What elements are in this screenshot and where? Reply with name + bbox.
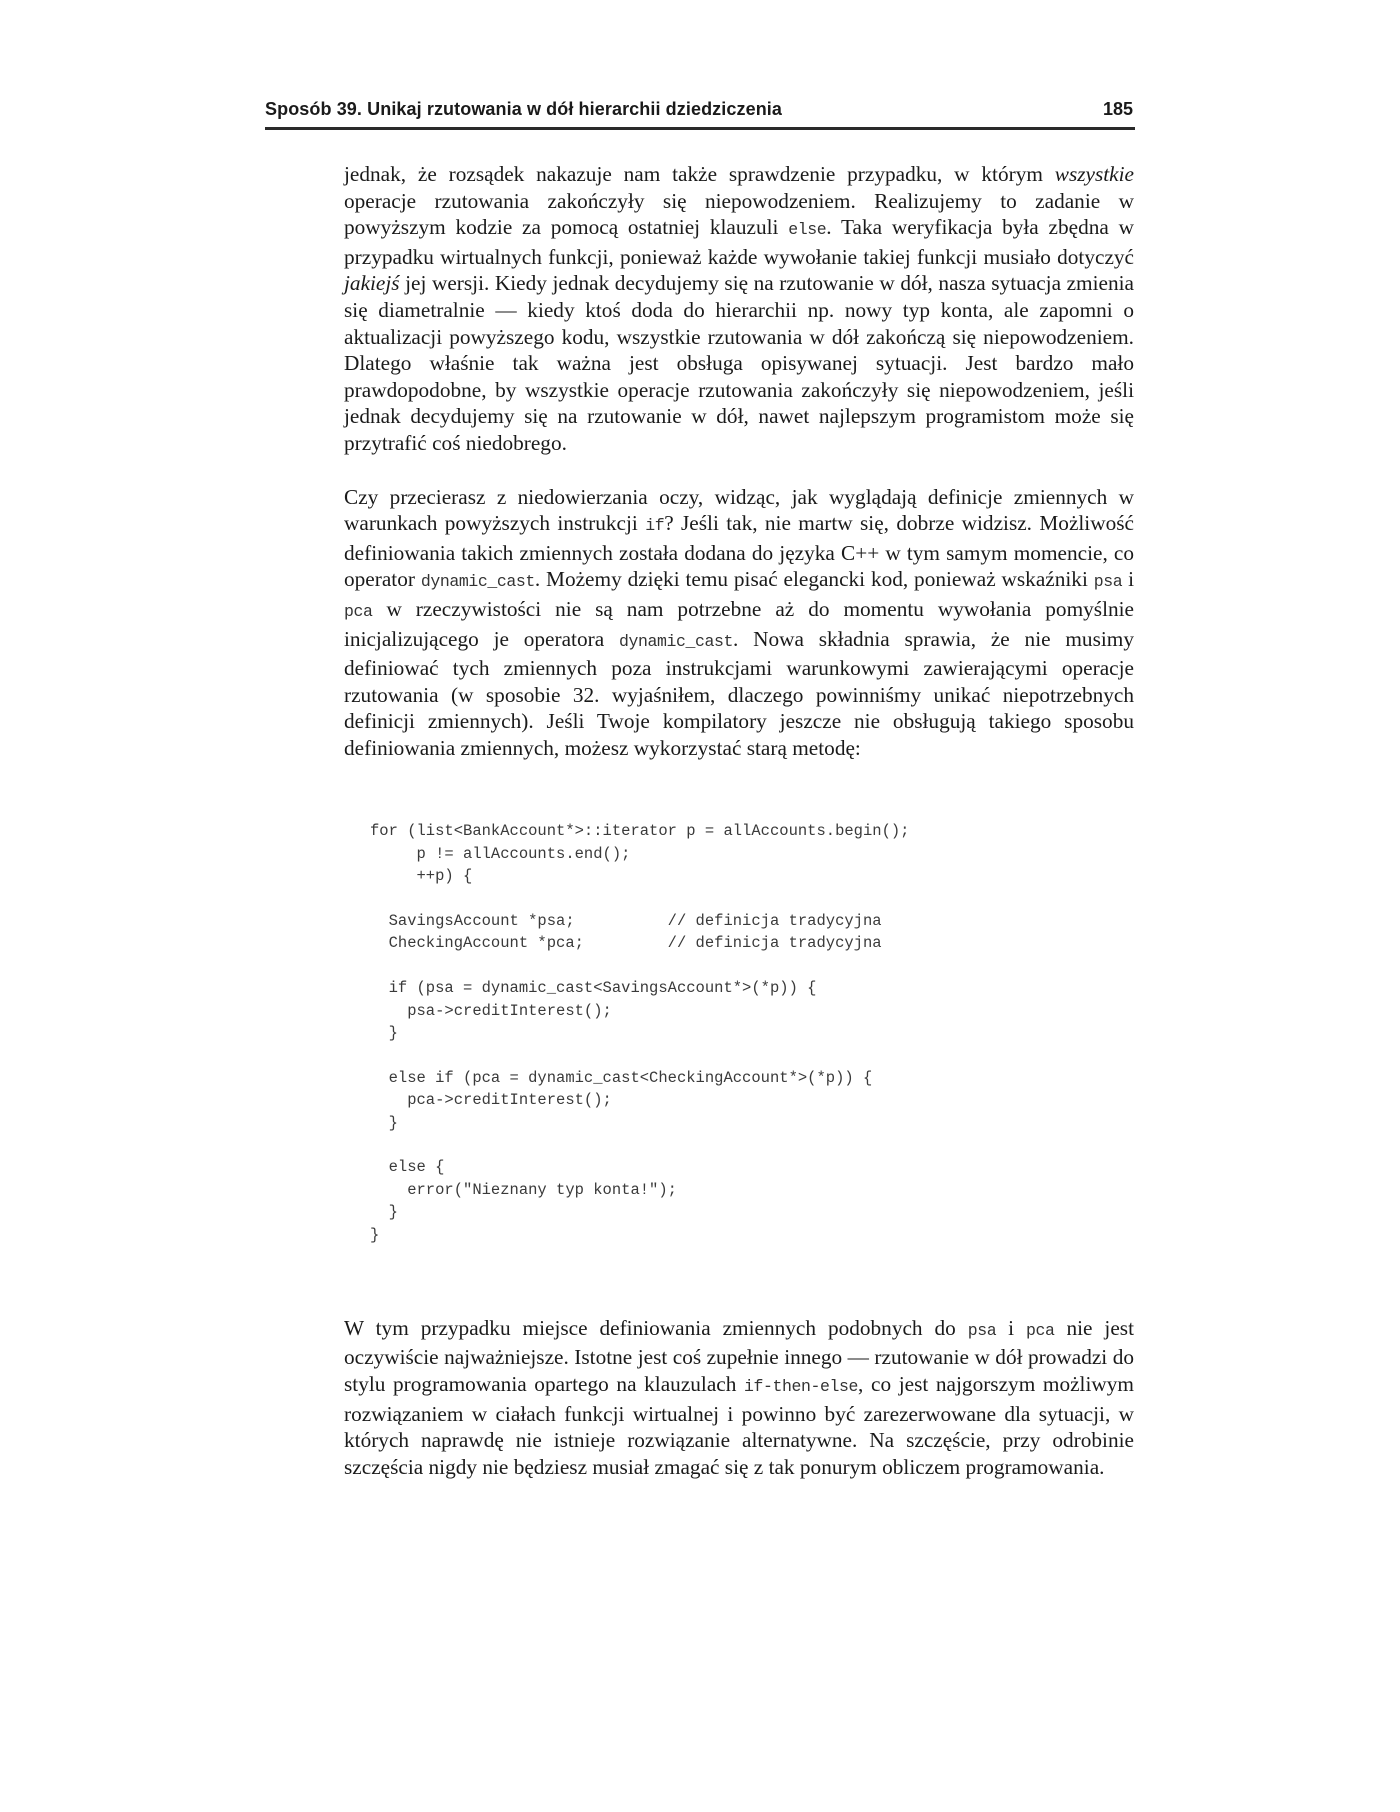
code-line: } xyxy=(370,1225,380,1244)
inline-code: else xyxy=(788,220,827,240)
text-run: jednak, że rozsądek nakazuje nam także sprawdzenie przypadku, w którym xyxy=(344,162,1055,186)
paragraph-1 xyxy=(344,161,1134,457)
text-run: i xyxy=(996,1315,1027,1340)
text-run: . Taka weryfikacja była zbędna w przypadku wirtualnych funkcji, ponieważ każde wywołanie takiej funkcji musiało dotyczyć xyxy=(344,215,1134,269)
text-run: . Nowa składnia sprawia, że nie musimy definiować tych zmiennych poza instrukcjami warunkowymi zawierającymi operacje rzutowania (w sposobie 32. wyjaśniłem, dlaczego powinniśmy unikać niepotrzebnych definicji zmiennych). Jeśli Twoje kompilatory jeszcze nie obsługują takiego sposobu definiowania zmiennych, możesz wykorzystać starą metodę: xyxy=(344,626,1134,760)
inline-code: psa xyxy=(967,1320,997,1340)
text-run: . Możemy dzięki temu pisać elegancki kod, ponieważ wskaźniki xyxy=(534,567,1094,592)
code-listing xyxy=(370,775,1134,1290)
running-header xyxy=(265,97,1135,130)
inline-code: if-then-else xyxy=(744,1376,859,1396)
code-line: } xyxy=(370,1023,398,1042)
code-line: SavingsAccount *psa; // definicja tradycyjna xyxy=(370,911,882,930)
code-line: else if (pca = dynamic_cast<CheckingAccount*>(*p)) { xyxy=(370,1068,873,1087)
code-line: } xyxy=(370,1203,398,1222)
text-run: W tym przypadku miejsce definiowania zmiennych podobnych do xyxy=(344,1315,968,1340)
paragraph-2 xyxy=(344,484,1134,762)
code-line xyxy=(370,1134,1134,1156)
code-line: if (psa = dynamic_cast<SavingsAccount*>(*p)) { xyxy=(370,979,817,998)
code-line: CheckingAccount *pca; // definicja tradycyjna xyxy=(370,934,882,953)
code-line: psa->creditInterest(); xyxy=(370,1001,612,1020)
text-run: i xyxy=(1122,567,1135,592)
text-run: jej wersji. Kiedy jednak decydujemy się na rzutowanie w dół, nasza sytuacja zmienia się diametralnie — kiedy ktoś doda do hierarchii np. nowy typ konta, ale zapomni o aktualizacji powyższego kodu, wszystkie rzutowania w dół zakończą się niepowodzeniem. Dlatego właśnie tak ważna jest obsługa opisywanej sytuacji. Jest bardzo mało prawdopodobne, by wszystkie operacje rzutowania zakończyły się niepowodzeniem, jeśli jednak decydujemy się na rzutowanie w dół, nawet najlepszym programistom może się przytrafić coś niedobrego. xyxy=(344,271,1134,455)
code-line: ++p) { xyxy=(370,867,473,886)
code-line: p != allAccounts.end(); xyxy=(370,844,631,863)
text-run: w rzeczywistości nie są nam potrzebne aż do momentu wywołania pomyślnie inicjalizującego je operatora xyxy=(344,596,1134,651)
inline-code: dynamic_cast xyxy=(420,572,535,592)
inline-code: if xyxy=(645,516,665,536)
paragraph-3 xyxy=(344,1315,1134,1481)
code-line xyxy=(370,888,1134,910)
inline-code: pca xyxy=(1026,1320,1055,1340)
code-line: pca->creditInterest(); xyxy=(370,1091,612,1110)
inline-code: dynamic_cast xyxy=(618,631,733,651)
code-line: } xyxy=(370,1113,398,1132)
text-run: , co jest najgorszym możliwym rozwiązaniem w ciałach funkcji wirtualnej i powinno być zarezerwowane dla sytuacji, w których naprawdę nie istnieje rozwiązanie alternatywne. Na szczęście, przy odrobinie szczęścia nigdy nie będziesz musiał zmagać się z tak ponurym obliczem programowania. xyxy=(344,1371,1134,1479)
inline-code: psa xyxy=(1093,572,1123,592)
emphasis: jakiejś xyxy=(344,271,400,296)
code-line: error("Nieznany typ konta!"); xyxy=(370,1180,677,1199)
code-line: else { xyxy=(370,1158,445,1177)
text-run: operacje rzutowania zakończyły się niepowodzeniem. Realizujemy to zadanie w powyższym kodzie za pomocą ostatniej klauzuli xyxy=(344,188,1134,240)
code-line xyxy=(370,955,1134,977)
text-run: Czy przecierasz z niedowierzania oczy, widząc, jak wyglądają definicje zmiennych w warunkach powyższych instrukcji xyxy=(344,484,1134,536)
page-number: 185 xyxy=(1102,99,1133,119)
text-run: nie jest oczywiście najważniejsze. Istotne jest coś zupełnie innego — rzutowanie w dół prowadzi do stylu programowania opartego na klauzulach xyxy=(344,1315,1134,1396)
emphasis: wszystkie xyxy=(1054,162,1134,186)
inline-code: pca xyxy=(344,601,373,621)
code-line: for (list<BankAccount*>::iterator p = allAccounts.begin(); xyxy=(370,822,910,841)
running-title: Sposób 39. Unikaj rzutowania w dół hierarchii dziedziczenia xyxy=(265,99,783,119)
page-body xyxy=(344,161,1134,1480)
text-run: ? Jeśli tak, nie martw się, dobrze widzisz. Możliwość definiowania takich zmiennych została dodana do języka C++ w tym samym momencie, co operator xyxy=(344,511,1134,592)
code-line xyxy=(370,1044,1134,1066)
